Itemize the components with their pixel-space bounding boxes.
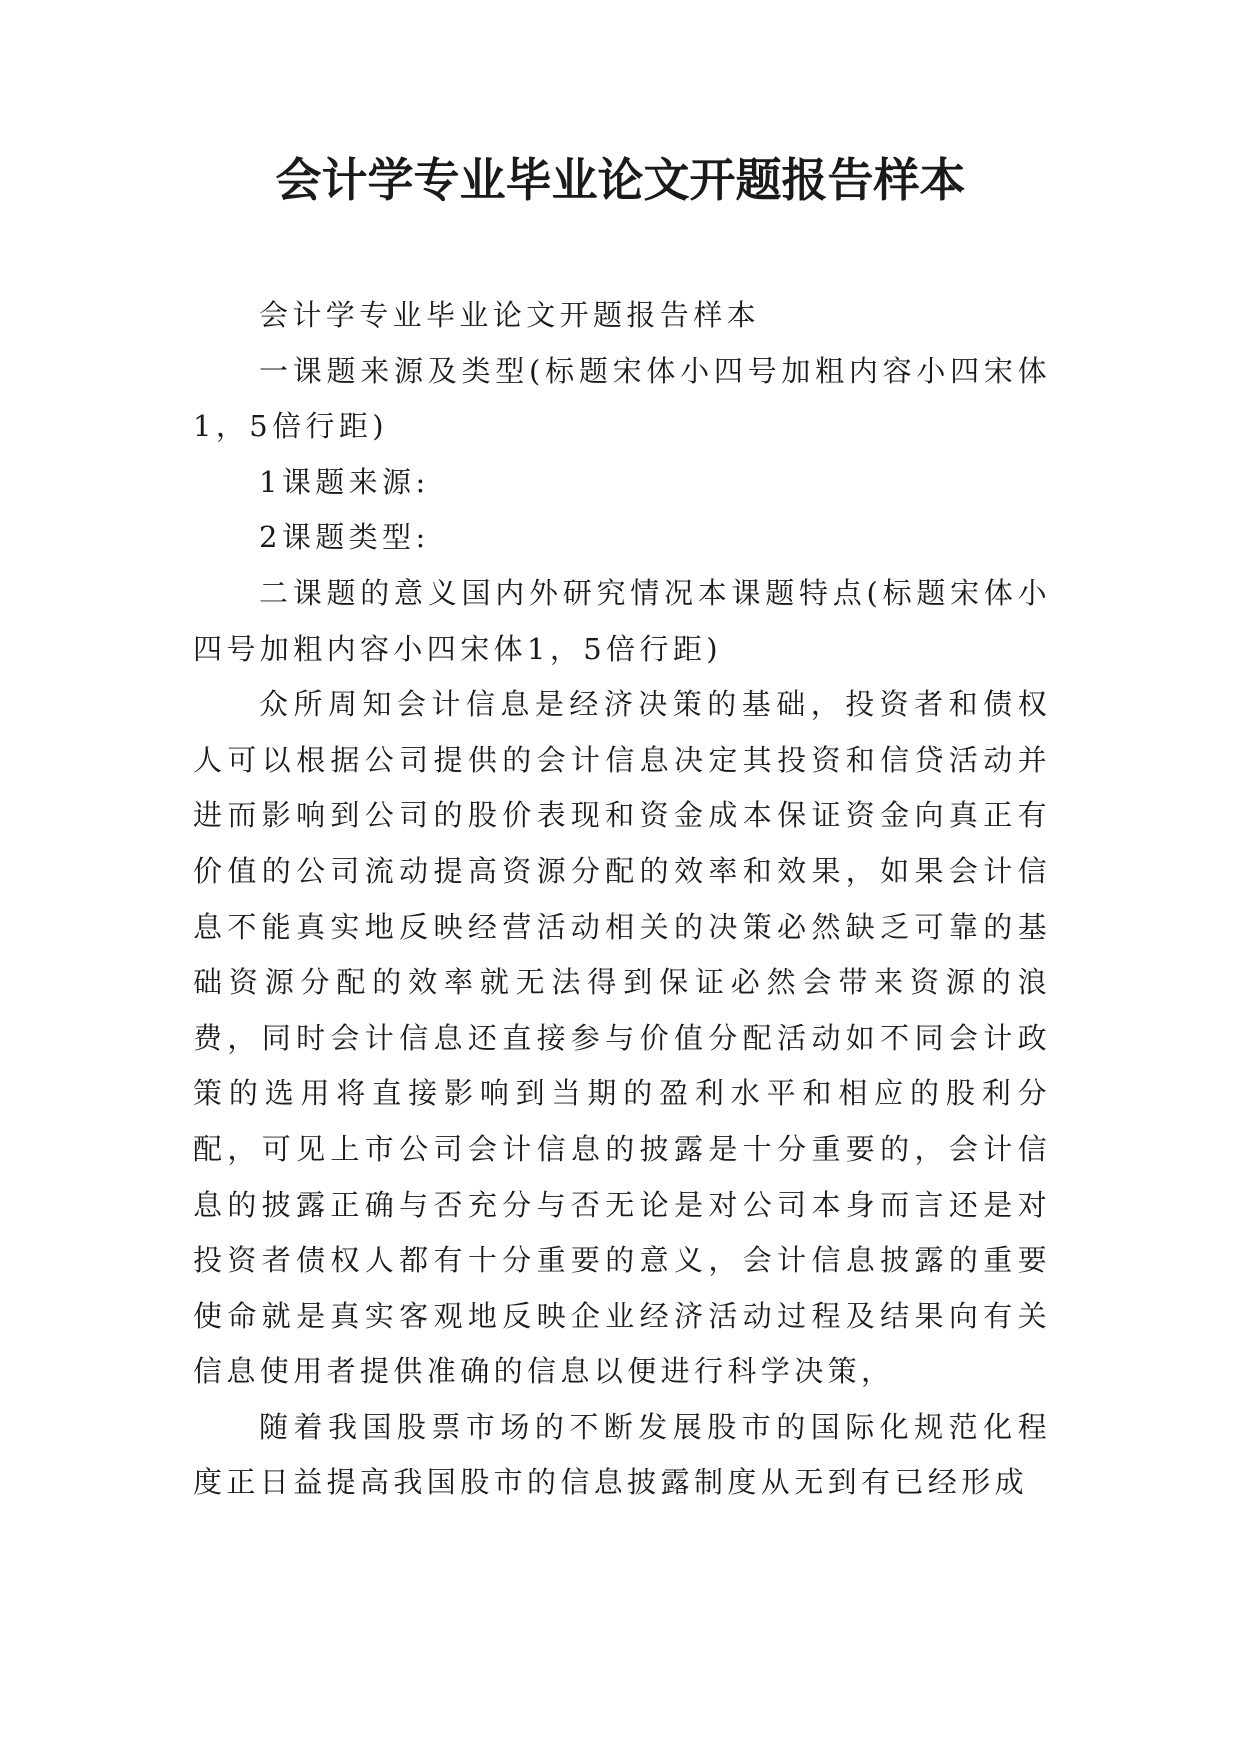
paragraph-body: 众所周知会计信息是经济决策的基础，投资者和债权人可以根据公司提供的会计信息决定其投资和信贷活动并进而影响到公司的股价表现和资金成本保证资金向真正有价值的公司流动提高资源分配的效率和效果，如果会计信息不能真实地反映经营活动相关的决策必然缺乏可靠的基础资源分配的效率就无法得到保证必然会带来资源的浪费，同时会计信息还直接参与价值分配活动如不同会计政策的选用将直接影响到当期的盈利水平和相应的股利分配，可见上市公司会计信息的披露是十分重要的，会计信息的披露正确与否充分与否无论是对公司本身而言还是对投资者债权人都有十分重要的意义，会计信息披露的重要使命就是真实客观地反映企业经济活动过程及结果向有关信息使用者提供准确的信息以便进行科学决策，: [193, 687, 1051, 1389]
document-title: 会计学专业毕业论文开题报告样本: [275, 153, 966, 207]
paragraph-body: 随着我国股票市场的不断发展股市的国际化规范化程度正日益提高我国股市的信息披露制度从无到有已经形成: [193, 1409, 1051, 1500]
paragraph-subtitle: 会计学专业毕业论文开题报告样本: [259, 298, 761, 332]
paragraph-section-two-heading: 二课题的意义国内外研究情况本课题特点(标题宋体小四号加粗内容小四宋体1，5倍行距): [193, 575, 1051, 666]
paragraph-topic-type: 2课题类型:: [259, 520, 430, 555]
paragraph-topic-source: 1课题来源:: [259, 464, 430, 499]
document-body: [193, 288, 1051, 1511]
paragraph-section-one-heading: 一课题来源及类型(标题宋体小四号加粗内容小四宋体1，5倍行距): [193, 353, 1051, 444]
